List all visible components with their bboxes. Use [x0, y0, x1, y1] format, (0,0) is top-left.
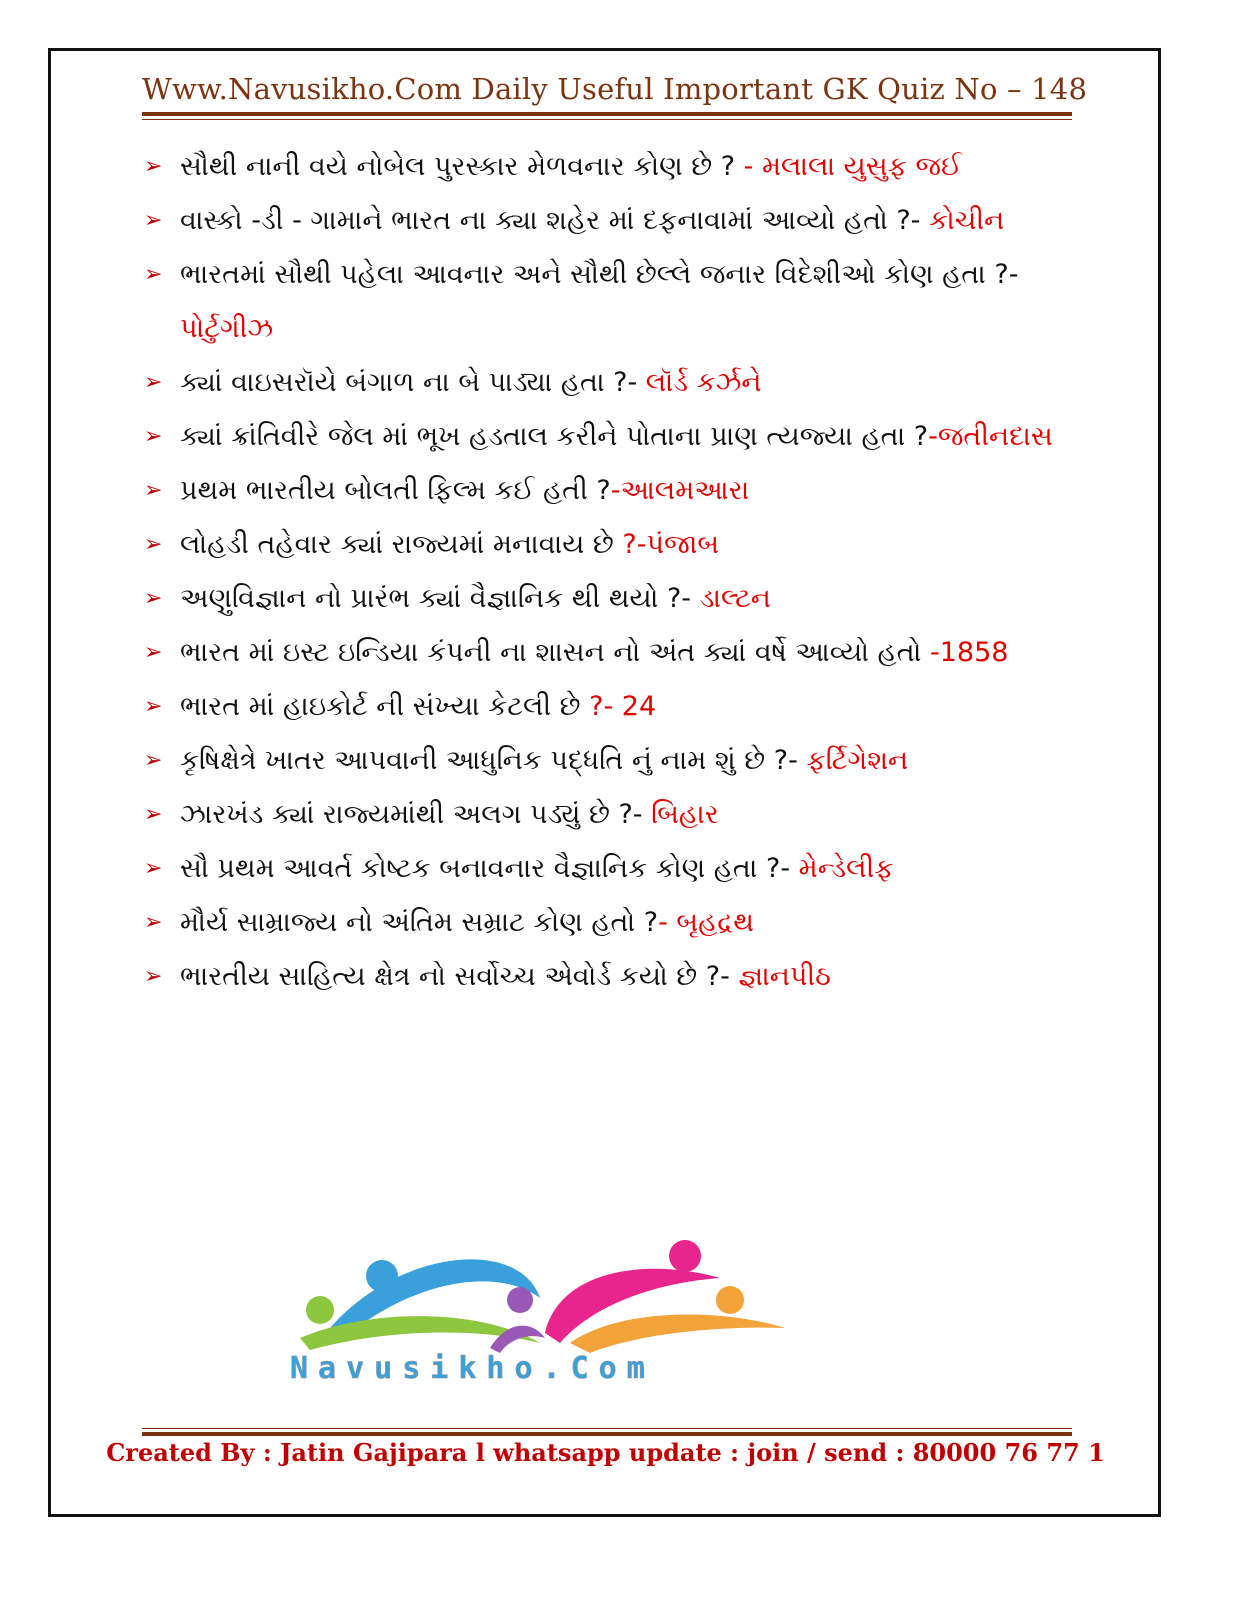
question-text: અણુવિજ્ઞાન નો પ્રારંભ ક્યાં વૈજ્ઞાનિક થી થયો ?-	[180, 583, 700, 614]
quiz-item	[140, 410, 1070, 464]
footer-credit: Created By : Jatin Gajipara l whatsapp update : join / send : 80000 76 77 1	[106, 1438, 1105, 1467]
arrow-bullet-icon: ➢	[144, 370, 163, 395]
question-text: વાસ્કો -ડી - ગામાને ભારત ના ક્યા શહેર માં દફનાવામાં આવ્યો હતો ?-	[180, 205, 929, 236]
answer-text: ?- 24	[589, 691, 657, 722]
arrow-bullet-icon: ➢	[144, 802, 163, 827]
quiz-item	[140, 734, 1070, 788]
answer-text: ?-પંજાબ	[622, 529, 720, 560]
logo-text: Navusikho.Com	[290, 1351, 655, 1386]
question-text: પ્રથમ ભારતીય બોલતી ફિલ્મ કઈ હતી ?	[180, 475, 611, 506]
arrow-bullet-icon: ➢	[144, 532, 163, 557]
logo-graphic-icon	[290, 1238, 800, 1388]
question-text: ભારત માં ઇસ્ટ ઇન્ડિયા કંપની ના શાસન નો અંત ક્યાં વર્ષે આવ્યો હતો	[180, 637, 930, 668]
arrow-bullet-icon: ➢	[144, 208, 163, 233]
answer-text: - બૃહદ્રથ	[658, 907, 754, 938]
answer-text: પોર્ટુગીઝ	[180, 313, 274, 344]
answer-text: મેન્ડેલીફ	[798, 853, 894, 884]
question-text: ભારતમાં સૌથી પહેલા આવનાર અને સૌથી છેલ્લે જનાર વિદેશીઓ કોણ હતા ?-	[180, 259, 1019, 290]
quiz-item	[140, 572, 1070, 626]
quiz-item	[140, 464, 1070, 518]
answer-text: -જતીનદાસ	[928, 421, 1053, 452]
arrow-bullet-icon: ➢	[144, 856, 163, 881]
footer-rule-thin	[142, 1428, 1072, 1429]
answer-text: બિહાર	[651, 799, 719, 830]
quiz-item	[140, 788, 1070, 842]
page-title: Www.Navusikho.Com Daily Useful Important GK Quiz No – 148	[142, 72, 1088, 106]
arrow-bullet-icon: ➢	[144, 964, 163, 989]
header-rule-thick	[142, 112, 1072, 116]
question-text: સૌથી નાની વયે નોબેલ પુરસ્કાર મેળવનાર કોણ છે ?	[180, 151, 744, 182]
arrow-bullet-icon: ➢	[144, 694, 163, 719]
footer-rule-thick	[142, 1432, 1072, 1436]
arrow-bullet-icon: ➢	[144, 154, 163, 179]
question-text: મૌર્ય સામ્રાજ્ય નો અંતિમ સમ્રાટ કોણ હતો ?	[180, 907, 659, 938]
answer-text: ફર્ટિગેશન	[806, 745, 909, 776]
question-text: ક્યાં ક્રાંતિવીરે જેલ માં ભૂખ હડતાલ કરીને પોતાના પ્રાણ ત્યજ્યા હતા ?	[180, 421, 929, 452]
quiz-item	[140, 896, 1070, 950]
question-text: લોહડી તહેવાર ક્યાં રાજ્યમાં મનાવાય છે	[180, 529, 623, 560]
arrow-bullet-icon: ➢	[144, 910, 163, 935]
question-text: સૌ પ્રથમ આવર્ત કોષ્ટક બનાવનાર વૈજ્ઞાનિક કોણ હતા ?-	[180, 853, 799, 884]
quiz-list	[140, 140, 1070, 1004]
navusikho-logo	[290, 1238, 800, 1388]
arrow-bullet-icon: ➢	[144, 478, 163, 503]
question-text: કૃષિક્ષેત્રે ખાતર આપવાની આધુનિક પદ્ધતિ નું નામ શું છે ?-	[180, 745, 807, 776]
quiz-item	[140, 248, 1070, 356]
answer-text: કોચીન	[929, 205, 1005, 236]
arrow-bullet-icon: ➢	[144, 424, 163, 449]
quiz-item	[140, 842, 1070, 896]
quiz-item	[140, 194, 1070, 248]
question-text: ભારત માં હાઇકોર્ટ ની સંખ્યા કેટલી છે	[180, 691, 590, 722]
arrow-bullet-icon: ➢	[144, 586, 163, 611]
question-text: ઝારખંડ ક્યાં રાજ્યમાંથી અલગ પડ્યું છે ?-	[180, 799, 652, 830]
arrow-bullet-icon: ➢	[144, 748, 163, 773]
answer-text: - મલાલા યુસુફ જઈ	[743, 151, 962, 182]
quiz-item	[140, 950, 1070, 1004]
arrow-bullet-icon: ➢	[144, 640, 163, 665]
header-rule-thin	[142, 119, 1072, 120]
answer-text: ડાલ્ટન	[699, 583, 771, 614]
question-text: ભારતીય સાહિત્ય ક્ષેત્ર નો સર્વોચ્ચ એવોર્ડ કયો છે ?-	[180, 961, 739, 992]
arrow-bullet-icon: ➢	[144, 262, 163, 287]
answer-text: જ્ઞાનપીઠ	[738, 961, 831, 992]
quiz-item	[140, 356, 1070, 410]
answer-text: -1858	[929, 637, 1009, 668]
answer-text: -આલમઆરા	[610, 475, 750, 506]
quiz-item	[140, 140, 1070, 194]
quiz-item	[140, 680, 1070, 734]
quiz-item	[140, 518, 1070, 572]
question-text: ક્યાં વાઇસરૉયે બંગાળ ના બે પાડ્યા હતા ?-	[180, 367, 646, 398]
quiz-item	[140, 626, 1070, 680]
answer-text: લૉર્ડ કર્ઝને	[645, 367, 762, 398]
